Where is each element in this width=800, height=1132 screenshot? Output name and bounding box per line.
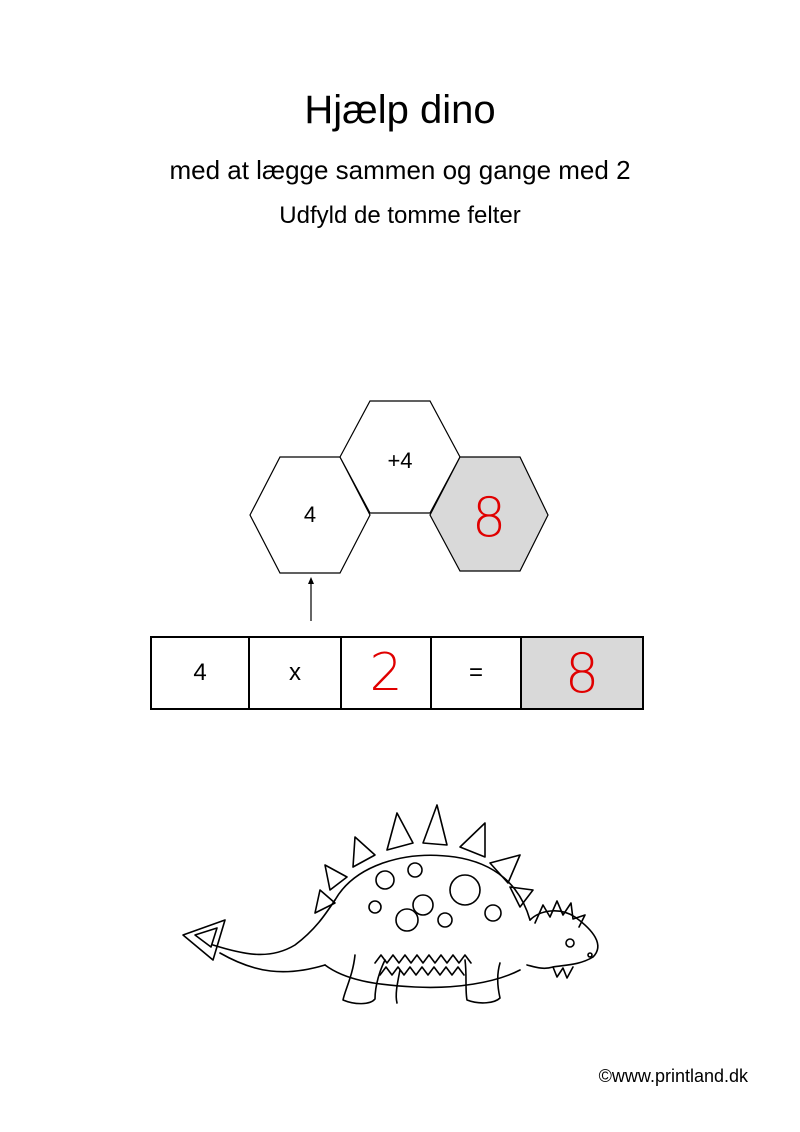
equation-cell-multiplier[interactable]: 2 — [342, 638, 432, 708]
hexagon-right-value[interactable]: 8 — [471, 486, 507, 549]
dinosaur-icon — [175, 795, 615, 1025]
up-arrow-icon — [300, 575, 320, 623]
equation-cell-operator: x — [250, 638, 342, 708]
instruction-text: Udfyld de tomme felter — [279, 202, 521, 229]
page-subtitle: med at lægge sammen og gange med 2 — [169, 155, 631, 185]
hexagon-left-value[interactable]: 4 — [303, 502, 317, 527]
equation-cell-operand[interactable]: 4 — [152, 638, 250, 708]
hexagon-top-value[interactable]: +4 — [387, 448, 413, 473]
copyright-link[interactable]: ©www.printland.dk — [598, 1066, 748, 1086]
page-title: Hjælp dino — [304, 88, 496, 132]
equation-row — [150, 636, 644, 710]
equation-cell-equals: = — [432, 638, 522, 708]
equation-cell-result[interactable]: 8 — [522, 638, 642, 708]
